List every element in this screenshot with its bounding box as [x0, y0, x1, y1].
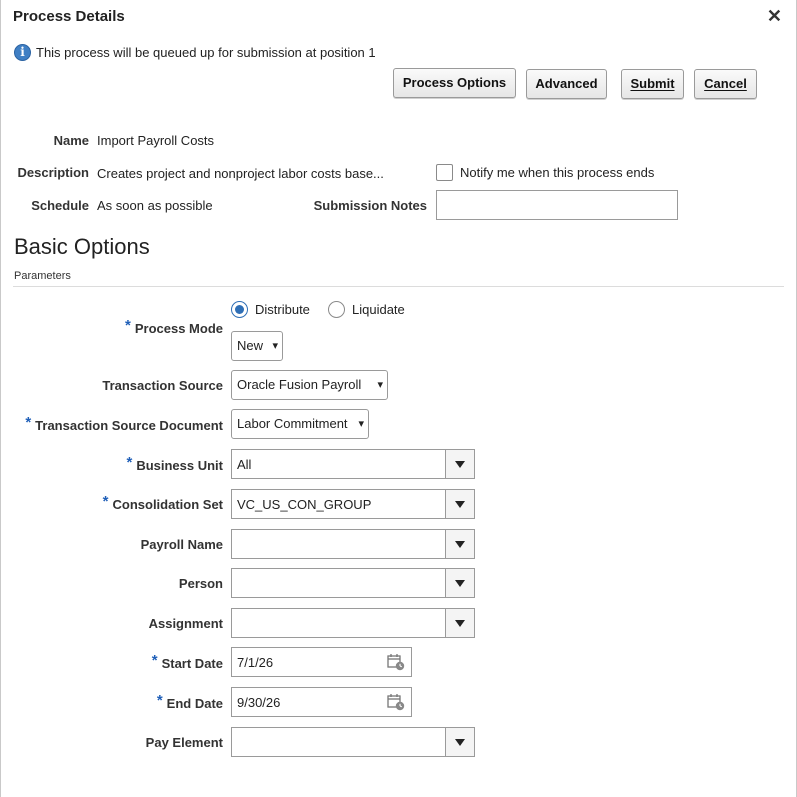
dropdown-arrow-icon[interactable] [445, 728, 474, 756]
person-combobox[interactable] [231, 568, 475, 598]
end-date-field[interactable] [231, 687, 412, 717]
chevron-down-icon: ▾ [358, 418, 364, 430]
consolidation-set-combobox[interactable] [231, 489, 475, 519]
close-icon[interactable]: ✕ [766, 6, 782, 26]
chevron-down-icon: ▾ [272, 340, 278, 352]
description-value: Creates project and nonproject labor costs base... [97, 166, 384, 181]
chevron-down-icon: ▾ [377, 379, 383, 391]
liquidate-radio-label: Liquidate [352, 302, 405, 317]
distribute-radio[interactable] [231, 301, 248, 318]
payroll-name-combobox[interactable] [231, 529, 475, 559]
schedule-value: As soon as possible [97, 198, 213, 213]
consolidation-set-label: * Consolidation Set [102, 493, 223, 512]
dialog-title: Process Details [13, 8, 125, 25]
person-label: Person [178, 576, 223, 591]
process-mode-select[interactable] [231, 331, 283, 361]
transaction-source-document-value: Labor Commitment [237, 416, 348, 431]
dropdown-arrow-icon[interactable] [445, 490, 474, 518]
submission-notes-field[interactable] [436, 190, 678, 220]
process-mode-label: * Process Mode [125, 317, 223, 336]
submission-notes-label: Submission Notes [313, 198, 427, 213]
notify-checkbox[interactable] [436, 164, 453, 181]
transaction-source-document-select[interactable] [231, 409, 369, 439]
required-marker: * [126, 454, 133, 471]
advanced-button[interactable]: Advanced [526, 69, 607, 99]
assignment-label: Assignment [148, 616, 223, 631]
name-value: Import Payroll Costs [97, 133, 215, 148]
description-label: Description [17, 165, 89, 180]
business-unit-combobox[interactable] [231, 449, 475, 479]
transaction-source-select[interactable] [231, 370, 388, 400]
pay-element-combobox[interactable] [231, 727, 475, 757]
cancel-button[interactable]: Cancel [694, 69, 757, 99]
business-unit-value: All [237, 457, 252, 472]
queue-info-message: This process will be queued up for submission at position 1 [36, 45, 376, 60]
transaction-source-label: Transaction Source [102, 378, 223, 393]
process-options-button[interactable]: Process Options [393, 68, 516, 98]
parameters-subheading: Parameters [14, 270, 71, 282]
pay-element-label: Pay Element [145, 735, 223, 750]
assignment-combobox[interactable] [231, 608, 475, 638]
start-date-value: 7/1/26 [237, 655, 274, 670]
information-icon: i [14, 44, 31, 61]
required-marker: * [125, 317, 131, 334]
dropdown-arrow-icon[interactable] [445, 530, 474, 558]
dropdown-arrow-icon[interactable] [445, 569, 474, 597]
name-label: Name [53, 133, 89, 148]
start-date-label: * Start Date [151, 652, 223, 671]
payroll-name-label: Payroll Name [140, 537, 223, 552]
transaction-source-document-label: * Transaction Source Document [25, 414, 223, 433]
calendar-icon[interactable] [387, 653, 405, 671]
business-unit-label: * Business Unit [126, 454, 223, 473]
transaction-source-value: Oracle Fusion Payroll [237, 377, 362, 392]
divider [13, 286, 784, 287]
dropdown-arrow-icon[interactable] [445, 450, 474, 478]
dropdown-arrow-icon[interactable] [445, 609, 474, 637]
calendar-icon[interactable] [387, 693, 405, 711]
basic-options-heading: Basic Options [14, 234, 150, 259]
start-date-field[interactable] [231, 647, 412, 677]
end-date-value: 9/30/26 [237, 695, 281, 710]
required-marker: * [156, 692, 163, 709]
liquidate-radio[interactable] [328, 301, 345, 318]
required-marker: * [151, 652, 158, 669]
required-marker: * [102, 493, 109, 510]
required-marker: * [25, 414, 32, 431]
notify-label: Notify me when this process ends [460, 165, 655, 180]
end-date-label: * End Date [156, 692, 223, 711]
distribute-radio-label: Distribute [255, 302, 310, 317]
process-mode-select-value: New [237, 338, 264, 353]
schedule-label: Schedule [31, 198, 89, 213]
consolidation-set-value: VC_US_CON_GROUP [237, 497, 372, 512]
submit-button[interactable]: Submit [621, 69, 684, 99]
